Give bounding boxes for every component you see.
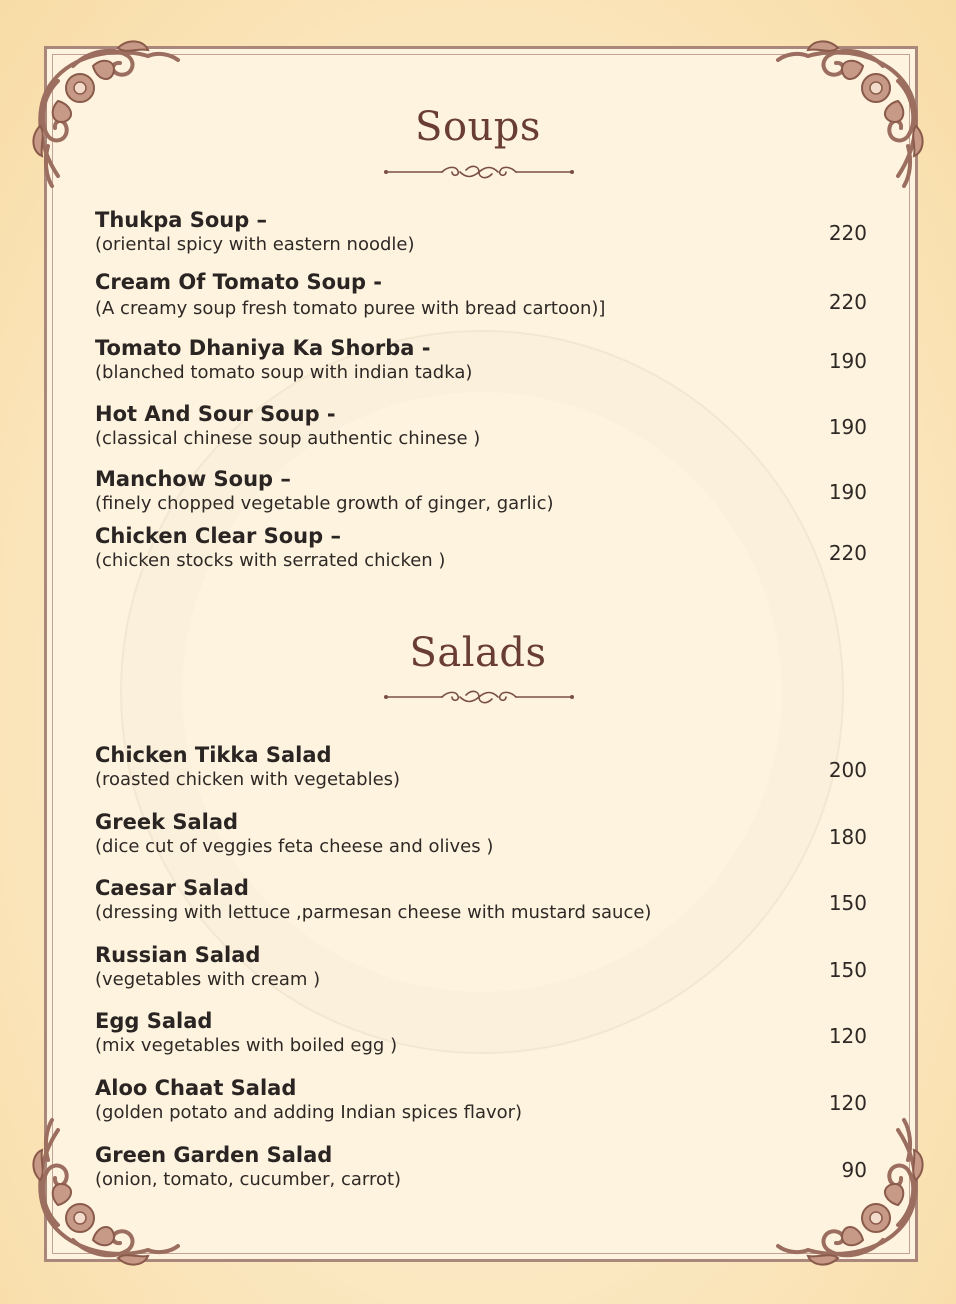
menu-item bbox=[95, 743, 875, 799]
menu-item bbox=[95, 943, 875, 999]
item-name: Chicken Clear Soup – bbox=[95, 524, 341, 548]
item-name: Manchow Soup – bbox=[95, 467, 291, 491]
menu-item bbox=[95, 208, 875, 264]
menu-item bbox=[95, 336, 875, 392]
item-price: 150 bbox=[828, 958, 867, 982]
item-price: 190 bbox=[828, 349, 867, 373]
item-name: Greek Salad bbox=[95, 810, 239, 834]
item-description: (classical chinese soup authentic chinese ) bbox=[95, 428, 481, 449]
menu-item bbox=[95, 876, 875, 932]
item-price: 120 bbox=[828, 1024, 867, 1048]
section-title-salads: Salads bbox=[409, 630, 547, 676]
menu-item bbox=[95, 467, 875, 523]
flourish-divider-icon bbox=[382, 164, 576, 180]
item-name: Caesar Salad bbox=[95, 876, 249, 900]
item-description: (golden potato and adding Indian spices flavor) bbox=[95, 1102, 523, 1123]
item-description: (onion, tomato, cucumber, carrot) bbox=[95, 1169, 402, 1190]
menu-item bbox=[95, 270, 875, 326]
item-price: 220 bbox=[828, 221, 867, 245]
item-price: 190 bbox=[828, 415, 867, 439]
item-price: 150 bbox=[828, 891, 867, 915]
item-price: 200 bbox=[828, 758, 867, 782]
item-description: (finely chopped vegetable growth of ginger, garlic) bbox=[95, 493, 554, 514]
item-description: (dressing with lettuce ,parmesan cheese with mustard sauce) bbox=[95, 902, 652, 923]
item-description: (A creamy soup fresh tomato puree with bread cartoon)] bbox=[95, 298, 606, 319]
item-name: Cream Of Tomato Soup - bbox=[95, 270, 383, 294]
item-price: 120 bbox=[828, 1091, 867, 1115]
item-price: 220 bbox=[828, 541, 867, 565]
item-description: (chicken stocks with serrated chicken ) bbox=[95, 550, 446, 571]
menu-item bbox=[95, 810, 875, 866]
item-description: (vegetables with cream ) bbox=[95, 969, 321, 990]
item-name: Aloo Chaat Salad bbox=[95, 1076, 297, 1100]
item-name: Hot And Sour Soup - bbox=[95, 402, 336, 426]
item-name: Egg Salad bbox=[95, 1009, 213, 1033]
menu-item bbox=[95, 1076, 875, 1132]
flourish-divider-icon bbox=[382, 689, 576, 705]
item-description: (blanched tomato soup with indian tadka) bbox=[95, 362, 473, 383]
item-name: Thukpa Soup – bbox=[95, 208, 268, 232]
item-description: (oriental spicy with eastern noodle) bbox=[95, 234, 415, 255]
item-price: 180 bbox=[828, 825, 867, 849]
menu-item bbox=[95, 402, 875, 458]
item-description: (mix vegetables with boiled egg ) bbox=[95, 1035, 398, 1056]
item-name: Green Garden Salad bbox=[95, 1143, 333, 1167]
item-price: 220 bbox=[828, 290, 867, 314]
section-title-soups: Soups bbox=[415, 104, 541, 150]
menu-item bbox=[95, 1143, 875, 1199]
item-description: (roasted chicken with vegetables) bbox=[95, 769, 401, 790]
item-description: (dice cut of veggies feta cheese and olives ) bbox=[95, 836, 494, 857]
item-price: 90 bbox=[841, 1158, 867, 1182]
menu-item bbox=[95, 1009, 875, 1065]
item-name: Chicken Tikka Salad bbox=[95, 743, 332, 767]
item-name: Tomato Dhaniya Ka Shorba - bbox=[95, 336, 431, 360]
item-price: 190 bbox=[828, 480, 867, 504]
menu-item bbox=[95, 524, 875, 580]
item-name: Russian Salad bbox=[95, 943, 261, 967]
